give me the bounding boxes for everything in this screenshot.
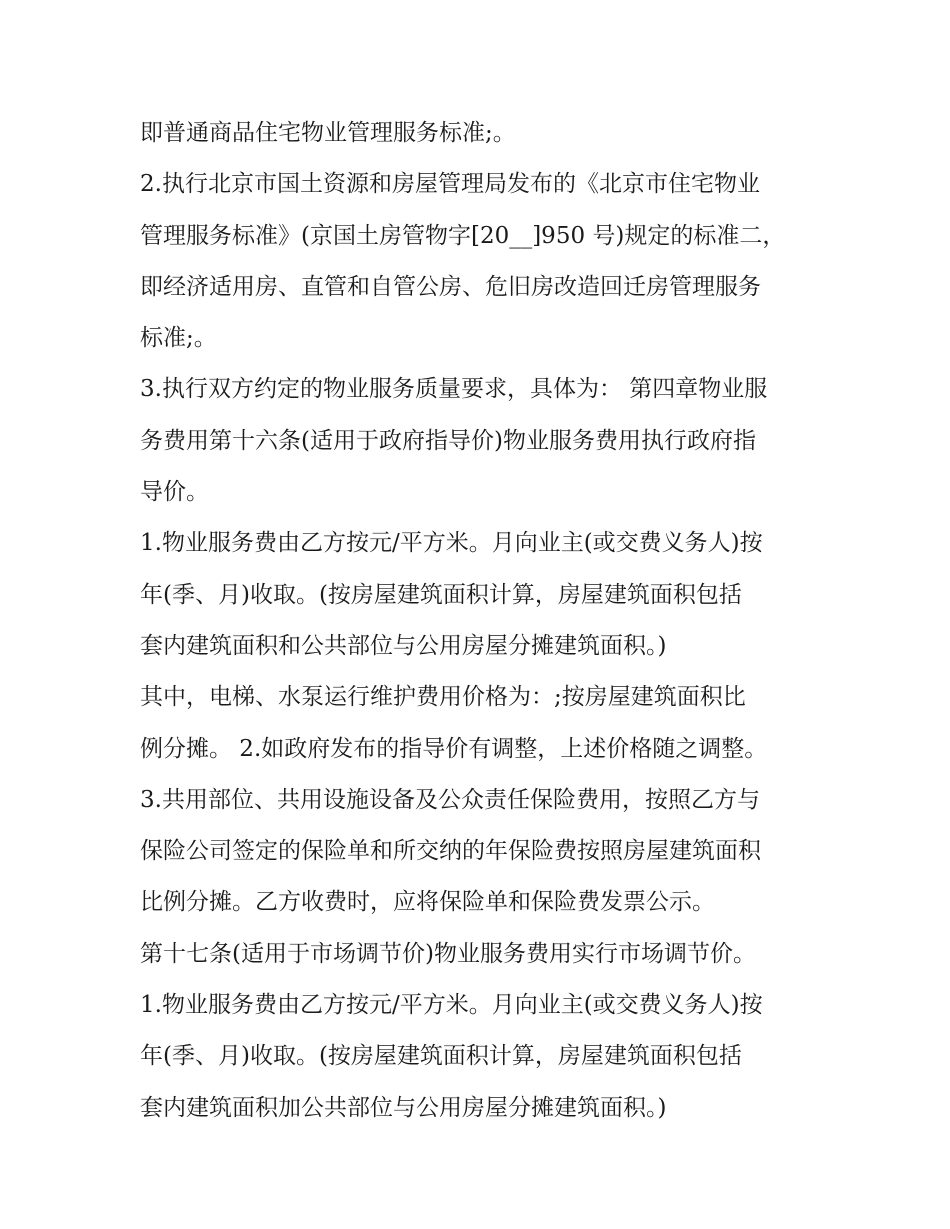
- text-line: 3.共用部位、共用设施设备及公众责任保险费用，按照乙方与: [140, 786, 760, 813]
- text-line: 年(季、月)收取。(按房屋建筑面积计算，房屋建筑面积包括: [140, 581, 742, 608]
- text-line: 务费用第十六条(适用于政府指导价)物业服务费用执行政府指: [140, 427, 756, 454]
- text-line: 管理服务标准》(京国土房管物字[20__]950 号)规定的标准二，: [140, 222, 786, 249]
- text-line: 即经济适用房、直管和自管公房、危旧房改造回迁房管理服务: [140, 273, 761, 300]
- text-line: 例分摊。 2.如政府发布的指导价有调整，上述价格随之调整。: [140, 735, 768, 762]
- text-line: 套内建筑面积和公共部位与公用房屋分摊建筑面积。): [140, 632, 667, 659]
- text-line: 1.物业服务费由乙方按元/平方米。月向业主(或交费义务人)按: [140, 530, 763, 557]
- text-line: 年(季、月)收取。(按房屋建筑面积计算，房屋建筑面积包括: [140, 1043, 742, 1070]
- text-line: 套内建筑面积加公共部位与公用房屋分摊建筑面积。): [140, 1094, 667, 1121]
- text-line: 保险公司签定的保险单和所交纳的年保险费按照房屋建筑面积: [140, 838, 761, 865]
- document-body: [140, 108, 820, 1134]
- text-line: 第十七条(适用于市场调节价)物业服务费用实行市场调节价。: [140, 940, 756, 967]
- text-line: 其中，电梯、水泵运行维护费用价格为：;按房屋建筑面积比: [140, 684, 746, 711]
- text-line: 3.执行双方约定的物业服务质量要求，具体为： 第四章物业服: [140, 376, 768, 403]
- text-line: 导价。: [140, 479, 209, 506]
- text-line: 标准;。: [140, 325, 217, 352]
- text-line: 比例分摊。乙方收费时，应将保险单和保险费发票公示。: [140, 889, 715, 916]
- text-line: 1.物业服务费由乙方按元/平方米。月向业主(或交费义务人)按: [140, 992, 763, 1019]
- text-line: 2.执行北京市国土资源和房屋管理局发布的《北京市住宅物业: [140, 171, 760, 198]
- text-line: 即普通商品住宅物业管理服务标准;。: [140, 120, 516, 146]
